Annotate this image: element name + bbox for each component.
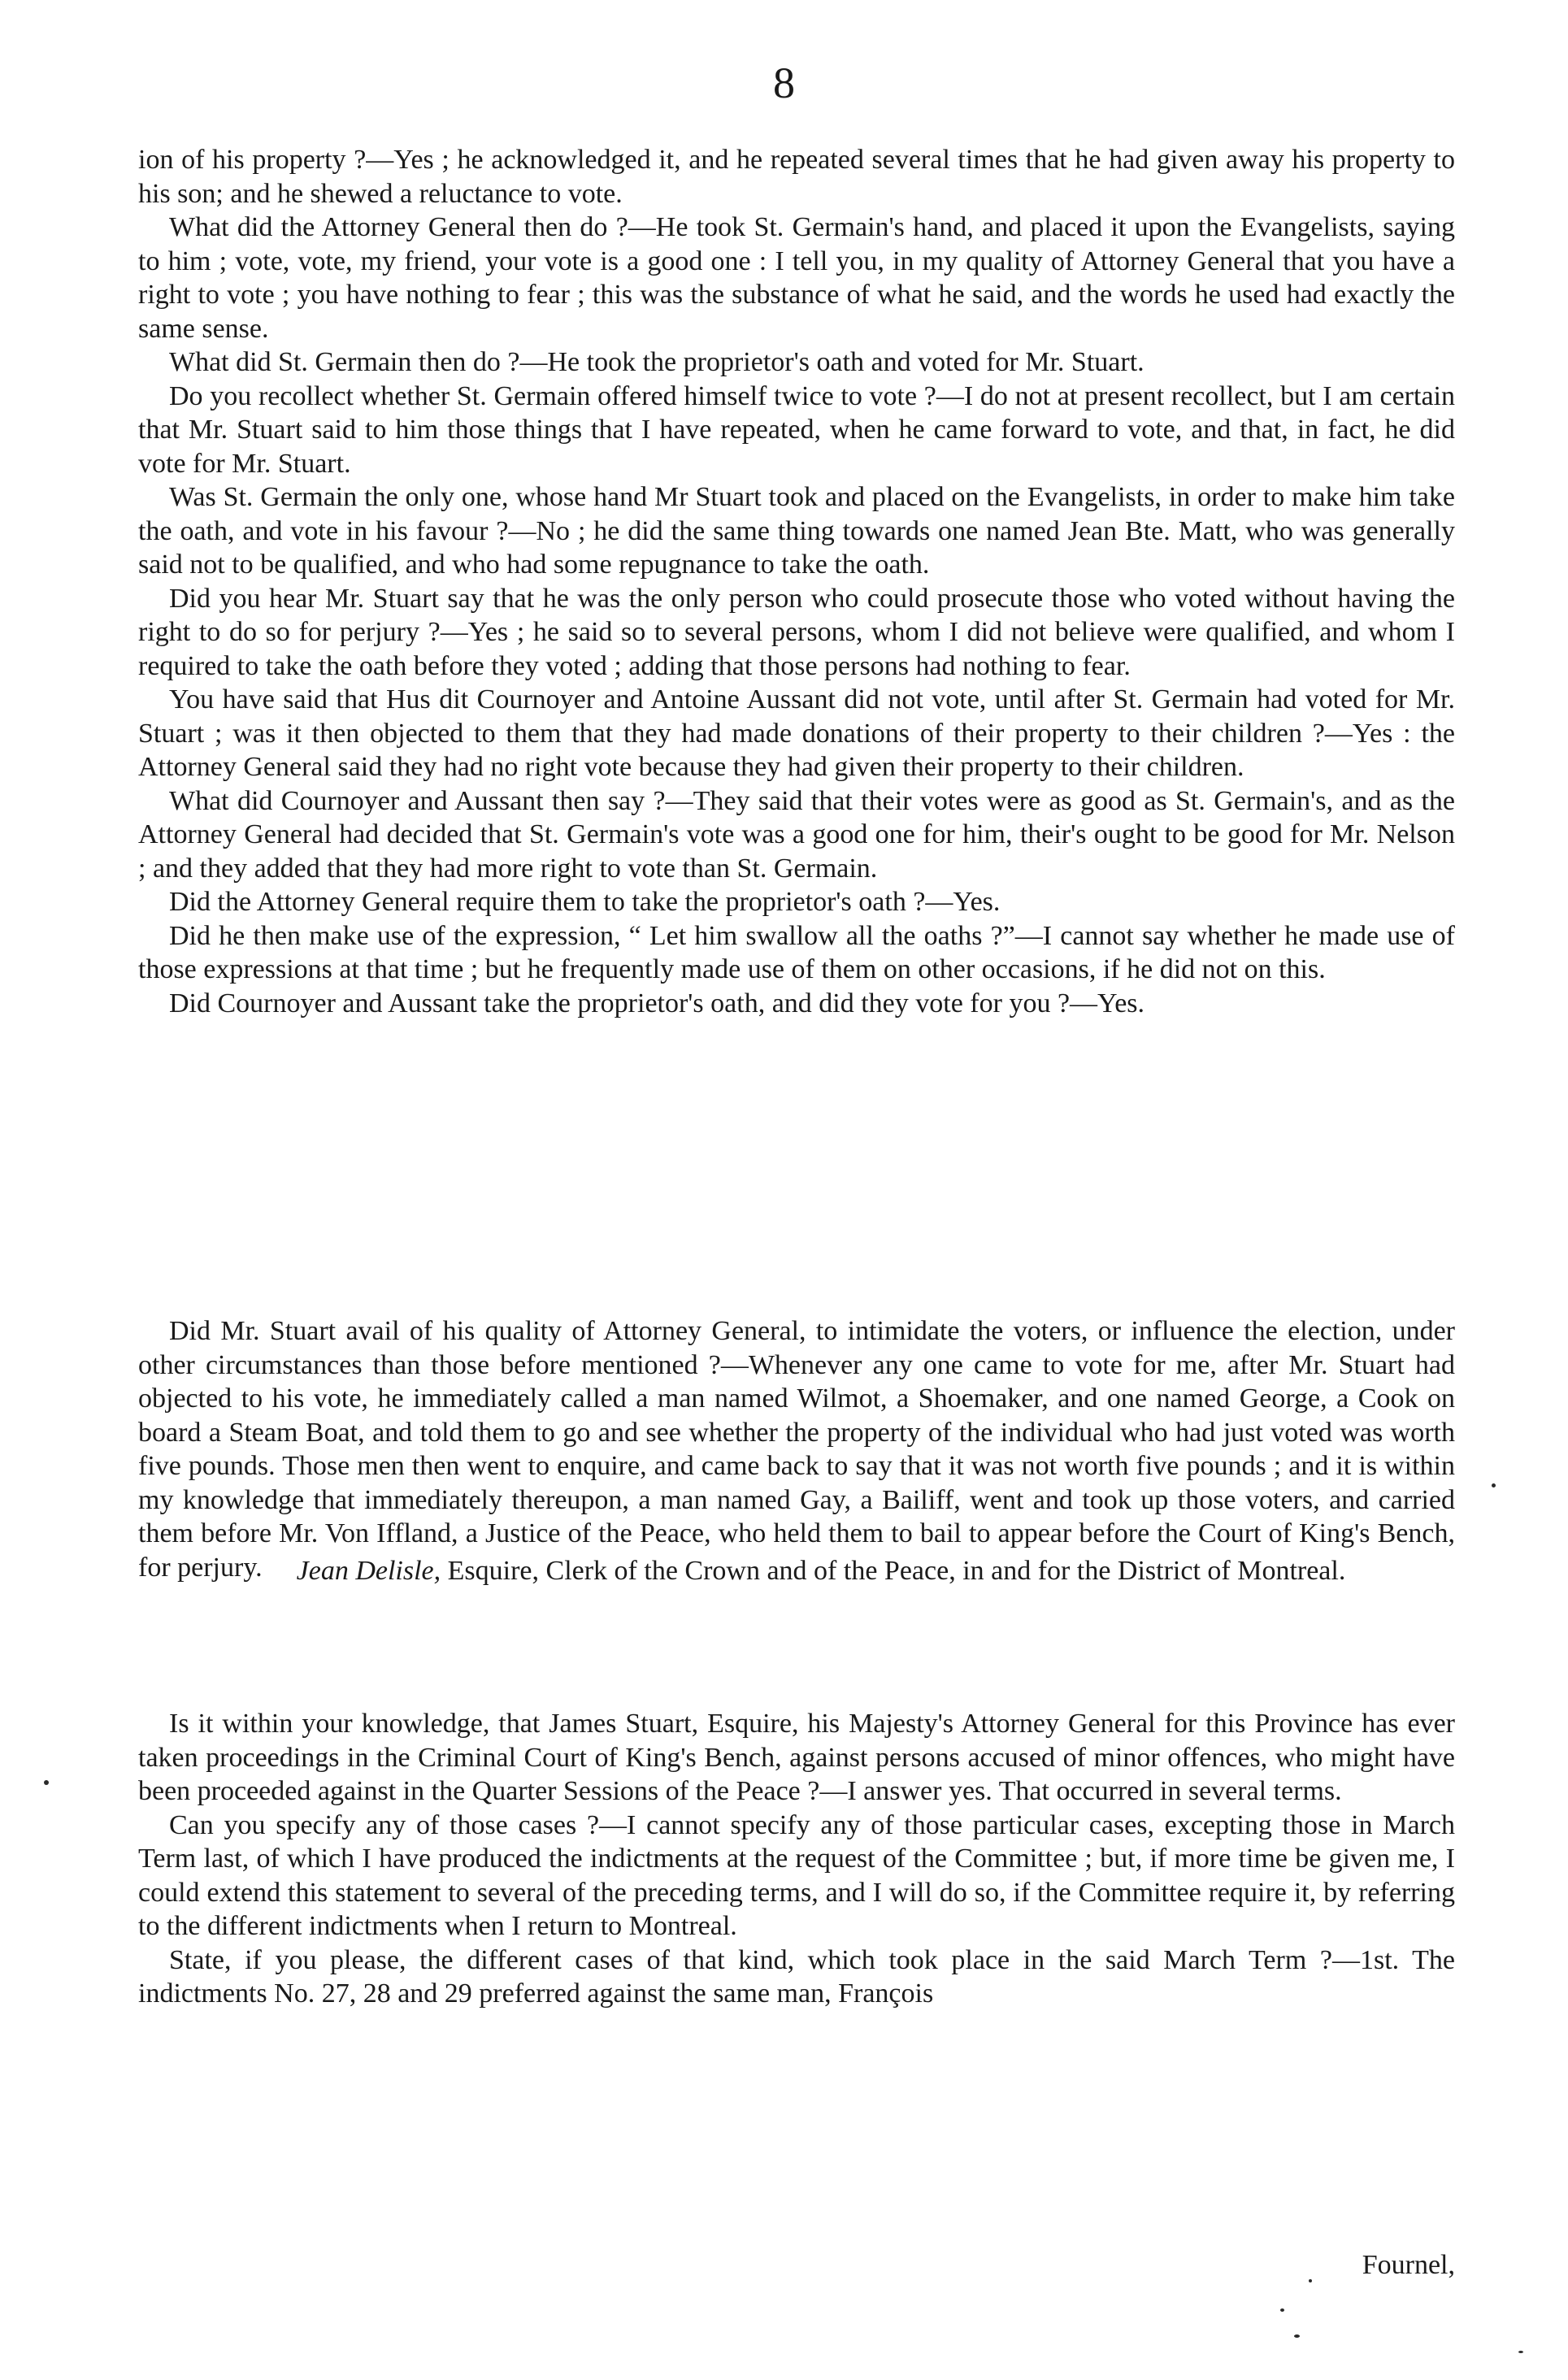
paragraph: You have said that Hus dit Cournoyer and Antoine Aussant did not vote, until after St. Germain had voted for Mr. Stuart ; was it then objected to them that they had made donations of their property to their children ?—Yes : the Attorney General said they had no right vote because they had given their property to their children. (138, 684, 1455, 782)
paragraph: Did he then make use of the expression, “ Let him swallow all the oaths ?”—I cannot say whether he made use of those expressions at that time ; but he frequently made use of them on other occasions, if he did not on this. (138, 920, 1455, 984)
paragraph: State, if you please, the different cases of that kind, which took place in the said March Term ?—1st. The indictments No. 27, 28 and 29 preferred against the same man, François (138, 1944, 1455, 2009)
witness-title: Esquire, Clerk of the Crown and of the Peace, in and for the District of Montreal. (441, 1556, 1346, 1586)
paragraph: Was St. Germain the only one, whose hand Mr Stuart took and placed on the Evangelists, in order to make him take the oath, and vote in his favour ?—No ; he did the same thing towards one named Jean Bte. Matt, who was generally said not to be qualified, and who had some repugnance to take the oath. (138, 482, 1455, 580)
paragraph: Did the Attorney General require them to take the proprietor's oath ?—Yes. (169, 887, 1001, 917)
paragraph: Did you hear Mr. Stuart say that he was the only person who could prosecute those who voted without having the right to do so for perjury ?—Yes ; he said so to several persons, whom I did not believe were qualified, and whom I required to take the oath before they voted ; adding that those persons had nothing to fear. (138, 583, 1455, 681)
paragraph: ion of his property ?—Yes ; he acknowledged it, and he repeated several times that he had given away his property to his son; and he shewed a reluctance to vote. (138, 145, 1455, 209)
print-speck (1294, 2334, 1300, 2338)
print-speck (1518, 2351, 1523, 2353)
catchword: Fournel, (1362, 2250, 1455, 2280)
testimony-section-one (138, 143, 1455, 1020)
print-speck (1280, 2308, 1284, 2312)
print-speck (44, 1780, 49, 1785)
testimony-section-two (138, 1314, 1455, 1584)
testimony-section-three (138, 1707, 1455, 2011)
page-number: 8 (773, 59, 795, 107)
paragraph: Did Cournoyer and Aussant take the proprietor's oath, and did they vote for you ?—Yes. (169, 988, 1145, 1018)
paragraph: Is it within your knowledge, that James Stuart, Esquire, his Majesty's Attorney General for this Province has ever taken proceedings in the Criminal Court of King's Bench, against persons accused of minor offences, who might have been proceeded against in the Quarter Sessions of the Peace ?—I answer yes. That occurred in several terms. (138, 1709, 1455, 1806)
paragraph: What did Cournoyer and Aussant then say ?—They said that their votes were as good as St. Germain's, and as the Attorney General had decided that St. Germain's vote was a good one for him, their's ought to be good for Mr. Nelson ; and they added that they had more right to vote than St. Germain. (138, 785, 1455, 884)
witness-name: Jean Delisle, (296, 1556, 441, 1586)
paragraph: Did Mr. Stuart avail of his quality of Attorney General, to intimidate the voters, or influence the election, under other circumstances than those before mentioned ?—Whenever any one came to vote for me, after Mr. Stuart had objected to his vote, he immediately called a man named Wilmot, a Shoemaker, and one named George, a Cook on board a Steam Boat, and told them to go and see whether the property of the individual who had just voted was worth five pounds. Those men then went to enquire, and came back to say that it was not worth five pounds ; and it is within my knowledge that immediately thereupon, a man named Gay, a Bailiff, went and took up those voters, and carried them before Mr. Von Iffland, a Justice of the Peace, who held them to bail to appear before the Court of King's Bench, for perjury. (138, 1316, 1455, 1583)
paragraph: What did the Attorney General then do ?—He took St. Germain's hand, and placed it upon the Evangelists, saying to him ; vote, vote, my friend, your vote is a good one : I tell you, in my quality of Attorney General that you have a right to vote ; you have nothing to fear ; this was the substance of what he said, and the words he used had exactly the same sense. (138, 212, 1455, 344)
paragraph: What did St. Germain then do ?—He took the proprietor's oath and voted for Mr. Stuart. (169, 347, 1145, 377)
witness-heading (187, 1554, 1455, 1588)
paragraph: Do you recollect whether St. Germain offered himself twice to vote ?—I do not at present recollect, but I am certain that Mr. Stuart said to him those things that I have repeated, when he came forward to vote, and that, in fact, he did vote for Mr. Stuart. (138, 380, 1455, 479)
print-speck (1492, 1483, 1496, 1488)
print-speck (1309, 2279, 1312, 2282)
paragraph: Can you specify any of those cases ?—I cannot specify any of those particular cases, excepting those in March Term last, of which I have produced the indictments at the request of the Committee ; but, if more time be given me, I could extend this statement to several of the preceding terms, and I will do so, if the Committee require it, by referring to the different indictments when I return to Montreal. (138, 1809, 1455, 1941)
